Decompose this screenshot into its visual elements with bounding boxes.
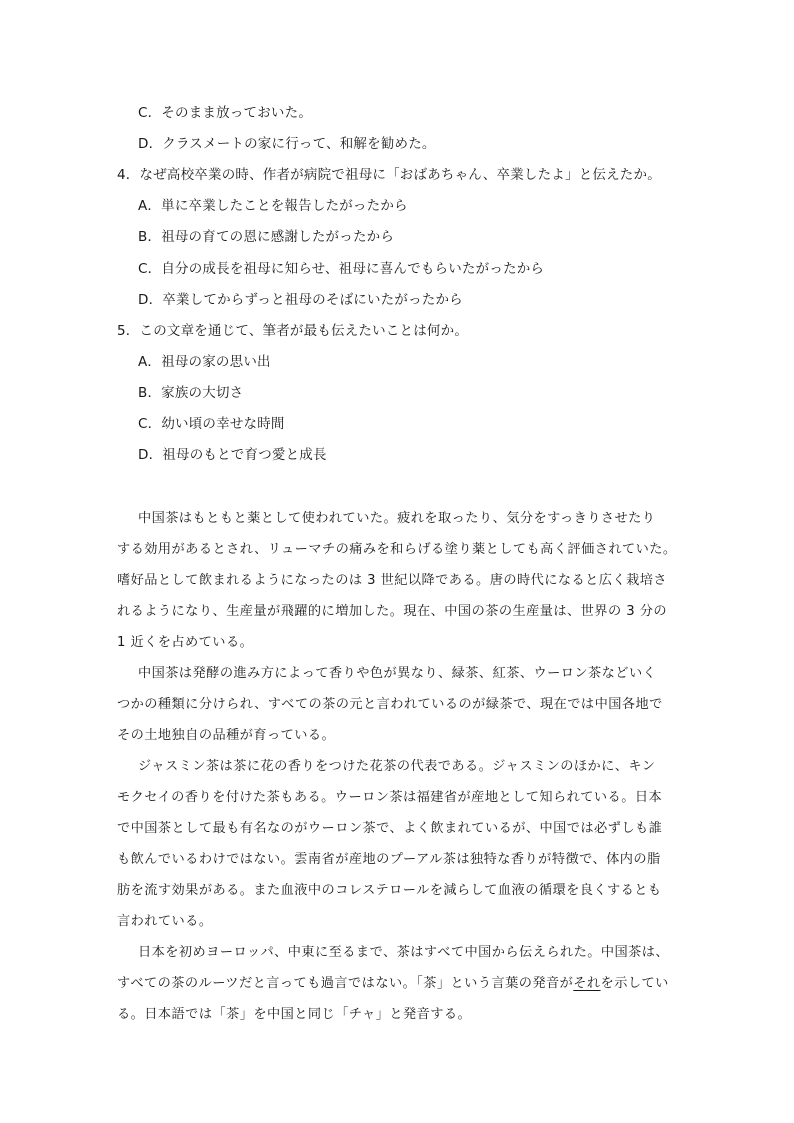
q5-stem: 5．この文章を通じて、筆者が最も伝えたいことは何か。 <box>117 323 469 339</box>
passage-p2-line-2: つかの種類に分けられ、すべての茶の元と言われているのが緑茶で、現在では中国各地で <box>117 697 663 712</box>
q4-option-d: D．卒業してからずっと祖母のそばにいたがったから <box>138 292 463 308</box>
q5-option-c: C．幼い頃の幸せな時間 <box>138 416 285 432</box>
passage-p3-line-3: で中国茶として最も有名なのがウーロン茶で、よく飲まれているが、中国では必ずしも誰 <box>117 821 663 836</box>
q4-option-c: C．自分の成長を祖母に知らせ、祖母に喜んでもらいたがったから <box>138 261 545 277</box>
q5-option-d: D．祖母のもとで育つ愛と成長 <box>138 447 327 463</box>
passage-p4-line-2-before: すべての茶のルーツだと言っても過言ではない。「茶」という言葉の発音が <box>117 976 574 991</box>
passage-p3-line-6: 言われている。 <box>117 914 213 929</box>
underlined-word-sore: それ <box>573 976 601 991</box>
passage-p1-line-5: 1 近くを占めている。 <box>117 635 254 650</box>
passage-p3-line-4: も飲んでいるわけではない。雲南省が産地のプーアル茶は独特な香りが特徴で、体内の脂 <box>117 852 661 867</box>
q4-stem: 4．なぜ高校卒業の時、作者が病院で祖母に「おばあちゃん、卒業したよ」と伝えたか。 <box>117 167 661 183</box>
passage-p4-line-2 <box>117 975 669 993</box>
q4-option-a: A．単に卒業したことを報告したがったから <box>138 198 408 214</box>
passage-p1-line-3: 嗜好品として飲まれるようになったのは 3 世紀以降である。唐の時代になると広く栽培さ <box>117 573 667 588</box>
passage-p4-line-1: 日本を初めヨーロッパ、中東に至るまで、茶はすべて中国から伝えられた。中国茶は、 <box>138 945 670 960</box>
passage-p1-line-1: 中国茶はもともと薬として使われていた。疲れを取ったり、気分をすっきりさせたり <box>138 511 656 526</box>
passage-p3-line-5: 肪を流す効果がある。また血液中のコレステロールを減らして血液の循環を良くするとも <box>117 883 662 898</box>
q5-option-a: A．祖母の家の思い出 <box>138 354 271 370</box>
passage-p2-line-3: その土地独自の品種が育っている。 <box>117 728 336 743</box>
passage-p1-line-2: する効用があるとされ、リューマチの痛みを和らげる塗り薬としても高く評価されていた。 <box>117 542 677 557</box>
passage-p3-line-2: モクセイの香りを付けた茶もある。ウーロン茶は福建省が産地として知られている。日本 <box>117 790 663 805</box>
passage-p4-line-2-after: を示してい <box>600 976 669 991</box>
q4-option-b: B．祖母の育ての恩に感謝したがったから <box>138 229 395 245</box>
passage-p3-line-1: ジャスミン茶は茶に花の香りをつけた花茶の代表である。ジャスミンのほかに、キン <box>138 759 656 774</box>
passage-p1-line-4: れるようになり、生産量が飛躍的に増加した。現在、中国の茶の生産量は、世界の 3 分の <box>117 604 667 619</box>
q5-option-b: B．家族の大切さ <box>138 385 244 401</box>
passage-p4-line-3: る。日本語では「茶」を中国と同じ「チャ」と発音する。 <box>117 1007 472 1022</box>
q3-option-d: D．クラスメートの家に行って、和解を勧めた。 <box>138 136 436 152</box>
passage-p2-line-1: 中国茶は発酵の進み方によって香りや色が異なり、緑茶、紅茶、ウーロン茶などいく <box>138 666 657 681</box>
q3-option-c: C．そのまま放っておいた。 <box>138 105 313 121</box>
